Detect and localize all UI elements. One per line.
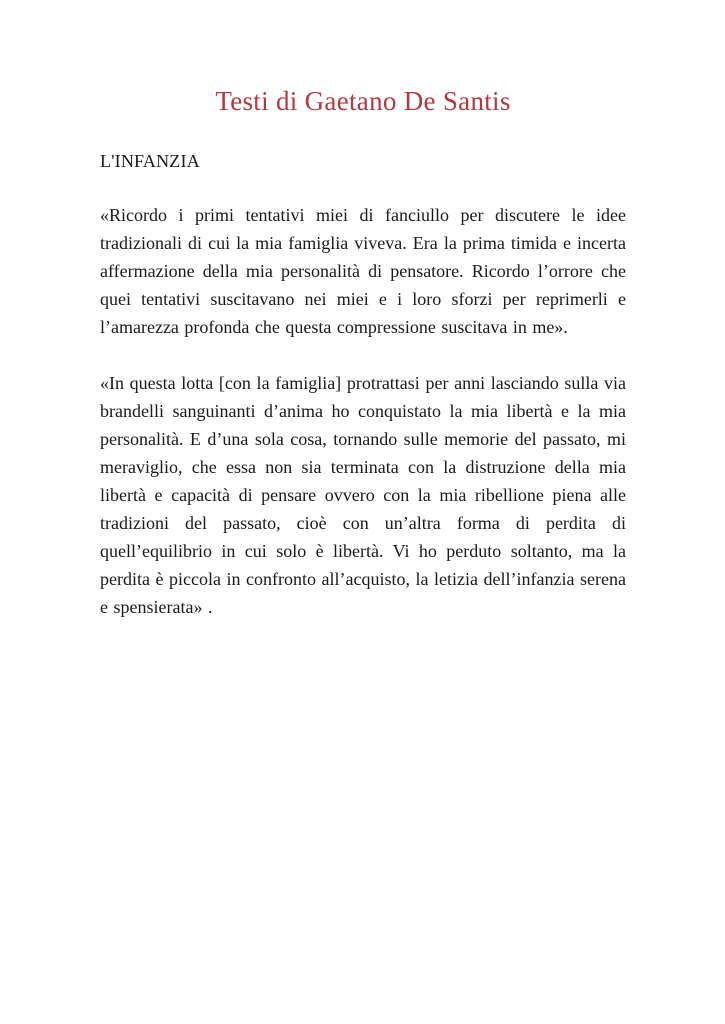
- section-heading: L'INFANZIA: [100, 151, 200, 171]
- page-title: Testi di Gaetano De Santis: [215, 86, 511, 116]
- paragraph-2: «In questa lotta [con la famiglia] protrattasi per anni lasciando sulla via brandelli sanguinanti d’anima ho conquistato la mia libertà e la mia personalità. E d’una sola cosa, tornando sulle memorie del passato, mi meraviglio, che essa non sia terminata con la distruzione della mia libertà e capacità di pensare ovvero con la mia ribellione piena alle tradizioni del passato, cioè con un’altra forma di perdita di quell’equilibrio in cui solo è libertà. Vi ho perduto soltanto, ma la perdita è piccola in confronto all’acquisto, la letizia dell’infanzia serena e spensierata» .: [100, 373, 626, 617]
- paragraph-1: «Ricordo i primi tentativi miei di fanciullo per discutere le idee tradizionali di cui la mia famiglia viveva. Era la prima timida e incerta affermazione della mia personalità di pensatore. Ricordo l’orrore che quei tentativi suscitavano nei miei e i loro sforzi per reprimerli e l’amarezza profonda che questa compressione suscitava in me».: [100, 205, 626, 337]
